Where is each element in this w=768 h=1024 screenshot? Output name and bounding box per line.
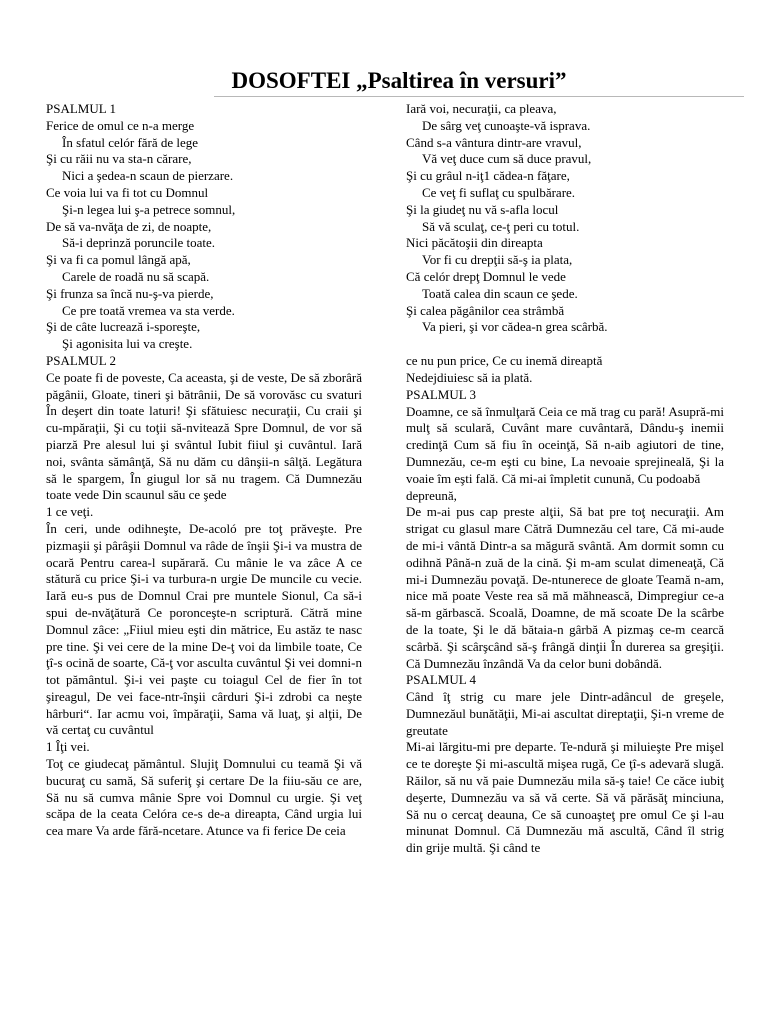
verse-line: De sârg veţ cunoaşte-vă isprava. (422, 117, 591, 133)
verse-line: Ce pre toată vremea va sta verde. (62, 302, 235, 318)
title-divider (214, 96, 744, 97)
psalm-2-paragraph: În ceri, unde odihneşte, De-acoló pre toţ prăveşte. Pre pizmaşii şi pârâşii Domnul va râde de înşii Şi-i va mustra de ocară Pentru carea-l supărară. Cu mânie le va zâce A ce stătură cu price Şi-i va turbura-n urgie De muncile cu vecie. Iară eu-s pus de Domnul Crai pre muntele Sionul, Ca să-i spui de-nvăţătură Ce poronceşte-n scriptură. Cătră mine Domnul zâce: „Fiiul mieu eşti din mătrice, Eu astăz te nasc pre tine. Şi vei cere de la mine De-ţ voi da limbile toate, Ce ţî-s ocină de soarte, Că-ţ vor asculta cuvântul Şi vei domni-n tot pământul. Şi-i vei paşte cu toiagul Cel de fier în tot şireagul, De vei face-ntr-înşii cârduri Şi-i zdrobi ca neşte hârburi“. Iar acmu voi, împăraţii, Sama vă luaţ, şi alţii, De vă certaţ cu cuvântul (46, 520, 362, 738)
right-column (406, 101, 724, 857)
verse-line: Iară voi, necuraţii, ca pleava, (406, 101, 557, 116)
verse-line: Şi calea păgânilor cea strâmbă (406, 302, 565, 318)
left-column (46, 101, 362, 840)
verse-line: Şi va fi ca pomul lângă apă, (46, 252, 191, 268)
psalm-3-heading: PSALMUL 3 (406, 386, 476, 402)
continuation-line: Nedejdiuiesc să ia plată. (406, 369, 533, 385)
verse-line: Ferice de omul ce n-a merge (46, 117, 195, 133)
verse-line: Să-i deprinză poruncile toate. (62, 235, 216, 251)
psalm-4-paragraph: Când îţ strig cu mare jele Dintr-adâncul de greşele, Dumnezăul bunătăţii, Mi-ai ascultat direptaţii, Şi-n vreme de greutate (406, 689, 724, 738)
verse-line: Şi de câte lucrează i-sporeşte, (46, 319, 201, 335)
psalm-4-heading: PSALMUL 4 (406, 672, 476, 688)
verse-line: Când s-a vântura dintr-are vravul, (406, 134, 582, 150)
verse-line: Şi frunza sa încă nu-ş-va pierde, (46, 285, 214, 301)
verse-line: Şi cu grâul n-iţ1 cădea-n făţare, (406, 168, 570, 184)
psalm-3-paragraph: Doamne, ce să înmulţară Ceia ce mă trag cu pară! Asupră-mi mulţ să sculară, Cuvânt mare cuvântară, Dându-ş inemii credinţă Cum să fiu în oceinţă, Să n-aib agiutori de tine, Dumnezău, ce-m eşti cu bine, La nevoaie sprejineală, Şi la voaie îm eşti fală. Că mi-ai împletit cunună, Cu podoabă (406, 403, 724, 486)
verse-line: Vă veţ duce cum să duce pravul, (422, 151, 592, 167)
psalm-4-paragraph: Mi-ai lărgitu-mi pre departe. Te-ndură şi miluieşte Pre mişel ce te doreşte Şi mi-ascultă mişea rugă, Ce ţî-s adevară slugă. Răilor, să nu vă paie Dumnezău mila să-ş taie! Ce căce iubiţ deşerte, Dumnezău va să vă certe. Să vă părăsăţ minciuna, Să nu o cercaţ deauna, Ce să cunoaşteţ pre omul Ce şi l-au minunat Domnul. Că Dumnezău mă ascultă, Când îl strig din grije multă. Şi când te (406, 739, 724, 856)
verse-line: Şi agonisita lui va creşte. (62, 336, 193, 352)
footnote-line: 1 ce veţi. (46, 504, 94, 520)
verse-line: Şi la giudeţ nu vă s-afla locul (406, 201, 559, 217)
verse-line: Nici păcătoşii din direapta (406, 235, 543, 251)
footnote-line: 1 Îţi vei. (46, 739, 90, 755)
psalm-3-short-line: depreună, (406, 487, 457, 503)
verse-line: Va pieri, şi vor cădea-n grea scârbă. (422, 319, 608, 335)
psalm-3-paragraph: De m-ai pus cap preste alţii, Să bat pre toţ necuraţii. Am strigat cu glasul mare Cătră Dumnezău cel tare, Că mi-aude de mi-i vântă Dintr-a sa măgură svântă. Am dormit somn cu odihnă Până-n zuă de la cină. Şi m-am sculat dimeneaţă, Că mi-i Dumnezău povaţă. De-ntunerece de gloate Teamă n-am, nice mă poate Veste rea să mă măhnească, Dimpregiur ce-a să-m gărbască. Scoală, Doamne, de mă scoate De la scârbe de la toate, Şi le dă bătaia-n gârbă A pizmaş ce-m cearcă scârbă. Şi scârşcând să-ş frângă dinţii În durerea sa greşiţii. Că Dumnezău înzândă Va da celor buni dobândă. (406, 504, 724, 671)
verse-line: Toată calea din scaun ce şede. (422, 285, 578, 301)
verse-line: Ce voia lui va fi tot cu Domnul (46, 184, 209, 200)
verse-line: Nici a şedea-n scaun de pierzare. (62, 168, 234, 184)
verse-line: Şi-n legea lui ş-a petrece somnul, (62, 201, 236, 217)
verse-line: De să va-nvăţa de zi, de noapte, (46, 218, 212, 234)
verse-line: În sfatul celór fără de lege (62, 134, 199, 150)
psalm-2-heading: PSALMUL 2 (46, 352, 116, 368)
verse-line: Că celór drepţ Domnul le vede (406, 268, 566, 284)
verse-line: Ce veţ fi suflaţ cu spulbărare. (422, 184, 576, 200)
verse-line: Şi cu răii nu va sta-n cărare, (46, 151, 192, 167)
verse-line: Carele de roadă nu să scapă. (62, 268, 210, 284)
verse-line: Să vă sculaţ, ce-ţ peri cu totul. (422, 218, 580, 234)
document-title: DOSOFTEI „Psaltirea în versuri” (231, 68, 567, 93)
psalm-2-paragraph: Ce poate fi de poveste, Ca aceasta, şi de veste, De să zborâră păgânii, Gloate, tineri şi bătrânii, De să vorovăsc cu svaturi În deşert din toate laturi! Şi sfătuiesc necuraţii, Cu craii şi cu-mpăraţii, Şi cu toţii să-nvitează Spre Domnul, de vor să piarză Pre alesul lui şi svântul Iubit fiiul şi cuvântul. Iară noi, svânta sămânţă, Să nu dăm cu dânşii-n sâlţă. Legătura să le spargem, În giugul lor să nu tragem. Că Dumnezău toate vede Din scaunul său ce şede (46, 369, 362, 503)
psalm-1-heading: PSALMUL 1 (46, 101, 116, 116)
continuation-line: ce nu pun price, Ce cu inemă direaptă (406, 353, 603, 369)
verse-line: Vor fi cu drepţii să-ş ia plata, (422, 252, 573, 268)
psalm-2-paragraph: Toţ ce giudecaţ pământul. Slujiţ Domnului cu teamă Şi vă bucuraţ cu samă, Să suferiţ şi certare De la fiiu-său ce are, Să nu să cumva mânie Spre voi Domnul cu urgie. Şi veţ scăpa de la ceata Celóra ce-s de-a direapta, Când urgia lui cea mare Va arde fără-ncetare. Atunce va fi ferice De ceia (46, 756, 362, 839)
